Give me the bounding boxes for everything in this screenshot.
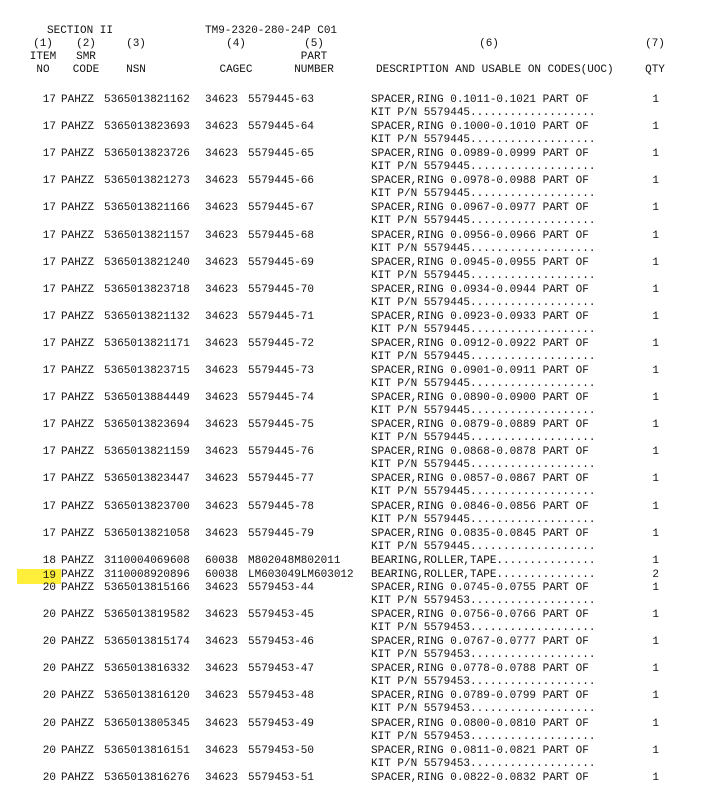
quantity: 1 [652,365,659,377]
table-row [0,446,708,473]
description: BEARING,ROLLER,TAPE............... [371,555,596,567]
part-number: 5579453-44 [248,582,315,594]
cage-code: 34623 [205,609,239,622]
col-nsn-line2: NSN [126,64,146,76]
description: SPACER,RING 0.0934-0.0944 PART OF [371,283,589,296]
quantity: 1 [652,392,659,405]
nsn: 5365013821157 [104,229,190,242]
table-row [0,718,708,745]
part-number: 5579453-50 [248,744,315,757]
quantity: 1 [652,636,659,649]
description-line2: KIT P/N 5579445................... [371,188,596,201]
description: SPACER,RING 0.0868-0.0878 PART OF [371,446,589,459]
quantity: 1 [652,771,659,784]
table-row [0,528,708,555]
cage-code: 34623 [205,121,239,134]
quantity: 1 [652,582,659,594]
description: SPACER,RING 0.1000-0.1010 PART OF [371,121,589,134]
table-row [0,311,708,338]
part-number: 5579445-63 [248,94,315,106]
cage-code: 34623 [205,582,239,594]
cage-code: 34623 [205,636,239,649]
item-number: 17 [42,337,56,350]
quantity: 1 [652,121,659,134]
description-line2: KIT P/N 5579445................... [371,242,596,255]
description-line2: KIT P/N 5579445................... [371,513,596,526]
cage-code: 34623 [205,283,239,296]
cage-code: 34623 [205,663,239,676]
table-row [0,230,708,257]
table-row [0,121,708,148]
nsn: 5365013823715 [104,365,190,377]
cage-code: 34623 [205,202,239,215]
col-smr-line1: SMR [76,51,96,63]
part-number: 5579453-47 [248,663,315,676]
description-line2: KIT P/N 5579453................... [371,595,596,607]
item-number: 20 [42,636,56,649]
table-row [0,473,708,500]
nsn: 5365013821162 [104,94,190,106]
description: SPACER,RING 0.0967-0.0977 PART OF [371,202,589,215]
col-smr-num: (2) [76,38,96,50]
part-number: 5579445-71 [248,310,315,323]
nsn: 5365013816120 [104,690,190,703]
description: SPACER,RING 0.0857-0.0867 PART OF [371,473,589,486]
cage-code: 34623 [205,94,239,106]
smr-code: PAHZZ [61,527,95,540]
description: SPACER,RING 0.1011-0.1021 PART OF [371,94,589,106]
part-number: M802048M802011 [248,555,341,567]
item-number: 17 [42,94,56,106]
col-item-line2: NO [36,64,50,76]
nsn: 5365013819582 [104,609,190,622]
nsn: 5365013823718 [104,283,190,296]
part-number: 5579445-66 [248,175,315,188]
part-number: 5579445-79 [248,527,315,540]
nsn: 5365013821171 [104,337,190,350]
cage-code: 34623 [205,256,239,269]
smr-code: PAHZZ [61,582,95,594]
smr-code: PAHZZ [61,609,95,622]
tm-number: TM9-2320-280-24P C01 [205,25,338,37]
nsn: 5365013823693 [104,121,190,134]
item-number: 17 [42,419,56,432]
description-line2: KIT P/N 5579453................... [371,676,596,689]
nsn: 5365013823447 [104,473,190,486]
cage-code: 34623 [205,717,239,730]
cage-code: 34623 [205,337,239,350]
part-number: 5579445-76 [248,446,315,459]
description: SPACER,RING 0.0890-0.0900 PART OF [371,392,589,405]
part-number: 5579453-46 [248,636,315,649]
col-qty-num: (7) [645,38,665,50]
quantity: 1 [652,337,659,350]
table-row [0,175,708,202]
description: SPACER,RING 0.0778-0.0788 PART OF [371,663,589,676]
item-number: 17 [42,500,56,513]
description-line2: KIT P/N 5579445................... [371,432,596,445]
description: SPACER,RING 0.0879-0.0889 PART OF [371,419,589,432]
quantity: 1 [652,283,659,296]
cage-code: 60038 [205,555,239,567]
table-row [0,501,708,528]
table-row [0,745,708,772]
part-number: 5579445-74 [248,392,315,405]
item-number: 20 [42,609,56,622]
item-number: 17 [42,229,56,242]
description: SPACER,RING 0.0811-0.0821 PART OF [371,744,589,757]
description: SPACER,RING 0.0767-0.0777 PART OF [371,636,589,649]
description: SPACER,RING 0.0945-0.0955 PART OF [371,256,589,269]
quantity: 1 [652,202,659,215]
nsn: 5365013821273 [104,175,190,188]
description-line2: KIT P/N 5579445................... [371,323,596,336]
description: SPACER,RING 0.0846-0.0856 PART OF [371,500,589,513]
smr-code: PAHZZ [61,555,95,567]
item-number: 18 [42,555,56,567]
table-row [0,636,708,663]
col-cage-num: (4) [226,38,246,50]
smr-code: PAHZZ [61,663,95,676]
cage-code: 34623 [205,365,239,377]
smr-code: PAHZZ [61,419,95,432]
item-number: 19 [17,569,61,585]
quantity: 1 [652,690,659,703]
description-line2: KIT P/N 5579445................... [371,161,596,174]
item-number: 20 [42,744,56,757]
description-line2: KIT P/N 5579453................... [371,703,596,716]
item-number: 17 [42,121,56,134]
quantity: 1 [652,256,659,269]
description: SPACER,RING 0.0901-0.0911 PART OF [371,365,589,377]
part-number: 5579445-67 [248,202,315,215]
cage-code: 34623 [205,473,239,486]
nsn: 5365013884449 [104,392,190,405]
cage-code: 34623 [205,310,239,323]
nsn: 5365013821159 [104,446,190,459]
cage-code: 34623 [205,771,239,784]
cage-code: 34623 [205,392,239,405]
col-item-num: (1) [33,38,53,50]
quantity: 1 [652,744,659,757]
smr-code: PAHZZ [61,310,95,323]
smr-code: PAHZZ [61,446,95,459]
smr-code: PAHZZ [61,771,95,784]
quantity: 1 [652,473,659,486]
description: SPACER,RING 0.0822-0.0832 PART OF [371,771,589,784]
col-qty-line2: QTY [645,64,665,76]
description-line2: KIT P/N 5579453................... [371,622,596,635]
table-row [0,257,708,284]
table-row [0,772,708,799]
cage-code: 34623 [205,744,239,757]
nsn: 5365013821240 [104,256,190,269]
description: BEARING,ROLLER,TAPE............... [371,568,596,581]
smr-code: PAHZZ [61,202,95,215]
nsn: 5365013821058 [104,527,190,540]
part-number: 5579445-64 [248,121,315,134]
item-number: 17 [42,446,56,459]
smr-code: PAHZZ [61,717,95,730]
part-number: LM603049LM603012 [248,568,354,581]
item-number: 17 [42,310,56,323]
description-line2: KIT P/N 5579445................... [371,540,596,553]
col-part-line1: PART [300,51,328,63]
nsn: 5365013816151 [104,744,190,757]
cage-code: 34623 [205,175,239,188]
quantity: 1 [652,148,659,161]
quantity: 2 [652,568,659,581]
item-number: 17 [42,392,56,405]
smr-code: PAHZZ [61,148,95,161]
part-number: 5579445-70 [248,283,315,296]
item-number: 17 [42,256,56,269]
description-line2: KIT P/N 5579445................... [371,215,596,228]
description-line2: KIT P/N 5579445................... [371,350,596,363]
item-number: 17 [42,148,56,161]
smr-code: PAHZZ [61,94,95,106]
description: SPACER,RING 0.0923-0.0933 PART OF [371,310,589,323]
nsn: 3110004069608 [104,555,190,567]
item-number: 17 [42,175,56,188]
description-line2: KIT P/N 5579445................... [371,486,596,499]
description-line2: KIT P/N 5579453................... [371,757,596,770]
quantity: 1 [652,446,659,459]
description: SPACER,RING 0.0989-0.0999 PART OF [371,148,589,161]
quantity: 1 [652,419,659,432]
nsn: 5365013821132 [104,310,190,323]
part-number: 5579445-78 [248,500,315,513]
description-line2: KIT P/N 5579453................... [371,649,596,662]
quantity: 1 [652,527,659,540]
description: SPACER,RING 0.0756-0.0766 PART OF [371,609,589,622]
description: SPACER,RING 0.0912-0.0922 PART OF [371,337,589,350]
item-number: 17 [42,365,56,377]
table-row [0,338,708,365]
smr-code: PAHZZ [61,337,95,350]
part-number: 5579445-68 [248,229,315,242]
item-number: 20 [42,771,56,784]
item-number: 17 [42,202,56,215]
quantity: 1 [652,94,659,106]
description-line2: KIT P/N 5579445................... [371,459,596,472]
smr-code: PAHZZ [61,365,95,377]
smr-code: PAHZZ [61,283,95,296]
table-row [0,419,708,446]
smr-code: PAHZZ [61,636,95,649]
description-line2: KIT P/N 5579445................... [371,269,596,282]
cage-code: 34623 [205,419,239,432]
description-line2: KIT P/N 5579453................... [371,730,596,743]
smr-code: PAHZZ [61,121,95,134]
quantity: 1 [652,500,659,513]
smr-code: PAHZZ [61,500,95,513]
smr-code: PAHZZ [61,175,95,188]
description: SPACER,RING 0.0800-0.0810 PART OF [371,717,589,730]
part-number: 5579445-73 [248,365,315,377]
table-row [0,582,708,609]
table-row [0,148,708,175]
description: SPACER,RING 0.0978-0.0988 PART OF [371,175,589,188]
nsn: 5365013816332 [104,663,190,676]
part-number: 5579445-77 [248,473,315,486]
col-cage-line2: CAGEC [219,64,253,76]
nsn: 5365013816276 [104,771,190,784]
cage-code: 34623 [205,148,239,161]
smr-code: PAHZZ [61,392,95,405]
part-number: 5579445-72 [248,337,315,350]
description-line2: KIT P/N 5579445................... [371,107,596,119]
nsn: 5365013823700 [104,500,190,513]
description: SPACER,RING 0.0835-0.0845 PART OF [371,527,589,540]
nsn: 5365013821166 [104,202,190,215]
nsn: 5365013823726 [104,148,190,161]
nsn: 5365013823694 [104,419,190,432]
table-row [0,365,708,392]
quantity: 1 [652,229,659,242]
col-desc-num: (6) [479,38,499,50]
table-row [0,609,708,636]
cage-code: 60038 [205,568,239,581]
smr-code: PAHZZ [61,744,95,757]
col-part-num: (5) [304,38,324,50]
smr-code: PAHZZ [61,256,95,269]
part-number: 5579445-69 [248,256,315,269]
part-number: 5579453-48 [248,690,315,703]
table-row [0,94,708,121]
nsn: 5365013805345 [104,717,190,730]
description: SPACER,RING 0.0789-0.0799 PART OF [371,690,589,703]
smr-code: PAHZZ [61,229,95,242]
description-line2: KIT P/N 5579445................... [371,405,596,418]
cage-code: 34623 [205,229,239,242]
item-number: 20 [42,717,56,730]
section-title: SECTION II [47,25,114,37]
table-row [0,392,708,419]
part-number: 5579445-75 [248,419,315,432]
item-number: 17 [42,473,56,486]
cage-code: 34623 [205,690,239,703]
col-item-line1: ITEM [29,51,57,63]
table-row [0,284,708,311]
quantity: 1 [652,609,659,622]
table-row [0,690,708,717]
quantity: 1 [652,663,659,676]
description-line2: KIT P/N 5579445................... [371,296,596,309]
col-desc-line2: DESCRIPTION AND USABLE ON CODES(UOC) [376,64,614,76]
cage-code: 34623 [205,527,239,540]
col-part-line2: NUMBER [294,64,334,76]
col-smr-line2: CODE [72,64,100,76]
smr-code: PAHZZ [61,568,95,581]
quantity: 1 [652,310,659,323]
description: SPACER,RING 0.0745-0.0755 PART OF [371,582,589,594]
part-number: 5579453-45 [248,609,315,622]
nsn: 5365013815174 [104,636,190,649]
part-number: 5579453-51 [248,771,315,784]
quantity: 1 [652,555,659,567]
cage-code: 34623 [205,500,239,513]
item-number: 20 [42,663,56,676]
nsn: 5365013815166 [104,582,190,594]
description-line2: KIT P/N 5579445................... [371,378,596,390]
col-nsn-num: (3) [126,38,146,50]
part-number: 5579453-49 [248,717,315,730]
nsn: 3110008920896 [104,568,190,581]
table-row [0,202,708,229]
item-number: 17 [42,527,56,540]
smr-code: PAHZZ [61,690,95,703]
item-number: 20 [42,582,56,594]
description: SPACER,RING 0.0956-0.0966 PART OF [371,229,589,242]
item-number: 20 [42,690,56,703]
description-line2: KIT P/N 5579445................... [371,134,596,147]
quantity: 1 [652,175,659,188]
table-row [0,663,708,690]
quantity: 1 [652,717,659,730]
cage-code: 34623 [205,446,239,459]
smr-code: PAHZZ [61,473,95,486]
part-number: 5579445-65 [248,148,315,161]
item-number: 17 [42,283,56,296]
